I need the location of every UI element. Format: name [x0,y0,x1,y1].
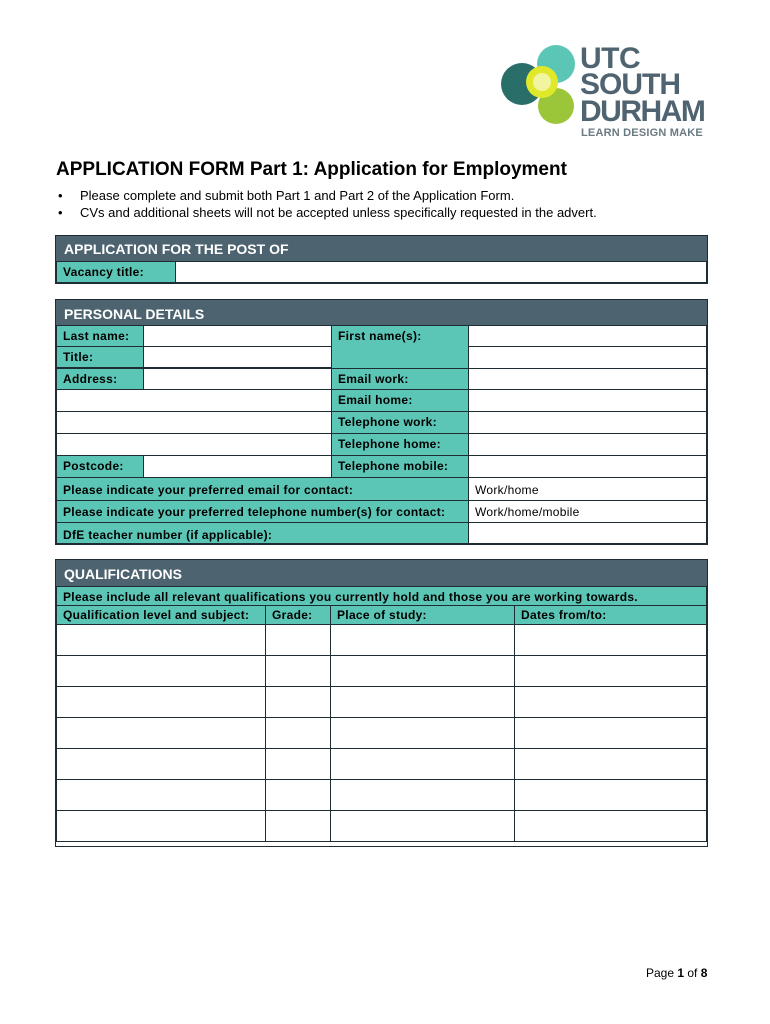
address-label: Address: [56,368,144,390]
telephone-home-label: Telephone home: [331,433,469,456]
qualification-cell[interactable] [56,624,266,656]
grade-cell[interactable] [265,748,331,780]
qualifications-header: QUALIFICATIONS [56,560,707,586]
qualification-cell[interactable] [56,779,266,811]
dates-cell[interactable] [514,748,707,780]
instruction-item: • Please complete and submit both Part 1 and Part 2 of the Application Form. [56,187,597,204]
email-home-label: Email home: [331,389,469,412]
qualifications-instruction: Please include all relevant qualifications you currently hold and those you are working towards. [56,586,707,606]
column-header-qualification: Qualification level and subject: [56,605,266,625]
place-of-study-cell[interactable] [330,779,515,811]
place-of-study-cell[interactable] [330,624,515,656]
last-name-label: Last name: [56,325,144,347]
qualification-cell[interactable] [56,655,266,687]
dates-cell[interactable] [514,779,707,811]
grade-cell[interactable] [265,655,331,687]
total-pages: 8 [700,966,708,980]
dfe-teacher-number-label: DfE teacher number (if applicable): [56,522,469,544]
last-name-field[interactable] [143,325,332,347]
grade-cell[interactable] [265,779,331,811]
logo-line-2: SOUTH [580,68,680,101]
vacancy-title-field[interactable] [175,261,707,283]
dfe-teacher-number-field[interactable] [468,522,707,544]
place-of-study-cell[interactable] [330,748,515,780]
address-field-3[interactable] [56,411,332,434]
logo-wordmark [580,42,705,128]
post-section-header: APPLICATION FOR THE POST OF [56,236,707,261]
place-of-study-cell[interactable] [330,655,515,687]
current-page: 1 [677,966,685,980]
qualification-cell[interactable] [56,810,266,842]
telephone-mobile-label: Telephone mobile: [331,455,469,478]
personal-details-header: PERSONAL DETAILS [56,300,707,325]
place-of-study-cell[interactable] [330,686,515,718]
instructions-list [56,187,597,221]
telephone-work-field[interactable] [468,411,707,434]
postcode-field[interactable] [143,455,332,478]
dates-cell[interactable] [514,686,707,718]
address-field-1[interactable] [143,368,332,390]
column-header-dates: Dates from/to: [514,605,707,625]
qualification-cell[interactable] [56,748,266,780]
first-names-field-2[interactable] [468,346,707,369]
grade-cell[interactable] [265,810,331,842]
logo-circles-icon [498,42,580,124]
email-home-field[interactable] [468,389,707,412]
page-prefix: Page [646,966,678,980]
grade-cell[interactable] [265,717,331,749]
title-label: Title: [56,346,144,368]
preferred-telephone-field[interactable]: Work/home/mobile [468,500,707,523]
vacancy-title-label: Vacancy title: [56,261,176,283]
address-field-4[interactable] [56,433,332,456]
qualification-cell[interactable] [56,686,266,718]
page-separator: of [684,966,701,980]
preferred-telephone-label: Please indicate your preferred telephone number(s) for contact: [56,500,469,523]
dates-cell[interactable] [514,624,707,656]
first-names-label: First name(s): [331,325,469,369]
column-header-grade: Grade: [265,605,331,625]
instruction-item: • CVs and additional sheets will not be accepted unless specifically requested in the advert. [56,204,597,221]
utc-south-durham-logo [498,42,708,142]
postcode-label: Postcode: [56,455,144,478]
telephone-home-field[interactable] [468,433,707,456]
preferred-email-label: Please indicate your preferred email for contact: [56,477,469,501]
dates-cell[interactable] [514,810,707,842]
preferred-email-field[interactable]: Work/home [468,477,707,501]
grade-cell[interactable] [265,686,331,718]
telephone-mobile-field[interactable] [468,455,707,478]
telephone-work-label: Telephone work: [331,411,469,434]
qualification-cell[interactable] [56,717,266,749]
place-of-study-cell[interactable] [330,810,515,842]
dates-cell[interactable] [514,717,707,749]
logo-tagline: LEARN DESIGN MAKE [581,127,703,139]
column-header-place-of-study: Place of study: [330,605,515,625]
title-field[interactable] [143,346,332,368]
logo-line-1: UTC [580,42,641,75]
page-title: APPLICATION FORM Part 1: Application for Employment [56,159,567,180]
logo-line-3: DURHAM [580,95,705,128]
first-names-field[interactable] [468,325,707,347]
dates-cell[interactable] [514,655,707,687]
email-work-label: Email work: [331,368,469,390]
grade-cell[interactable] [265,624,331,656]
email-work-field[interactable] [468,368,707,390]
address-field-2[interactable] [56,389,332,412]
place-of-study-cell[interactable] [330,717,515,749]
page-number [646,966,707,980]
